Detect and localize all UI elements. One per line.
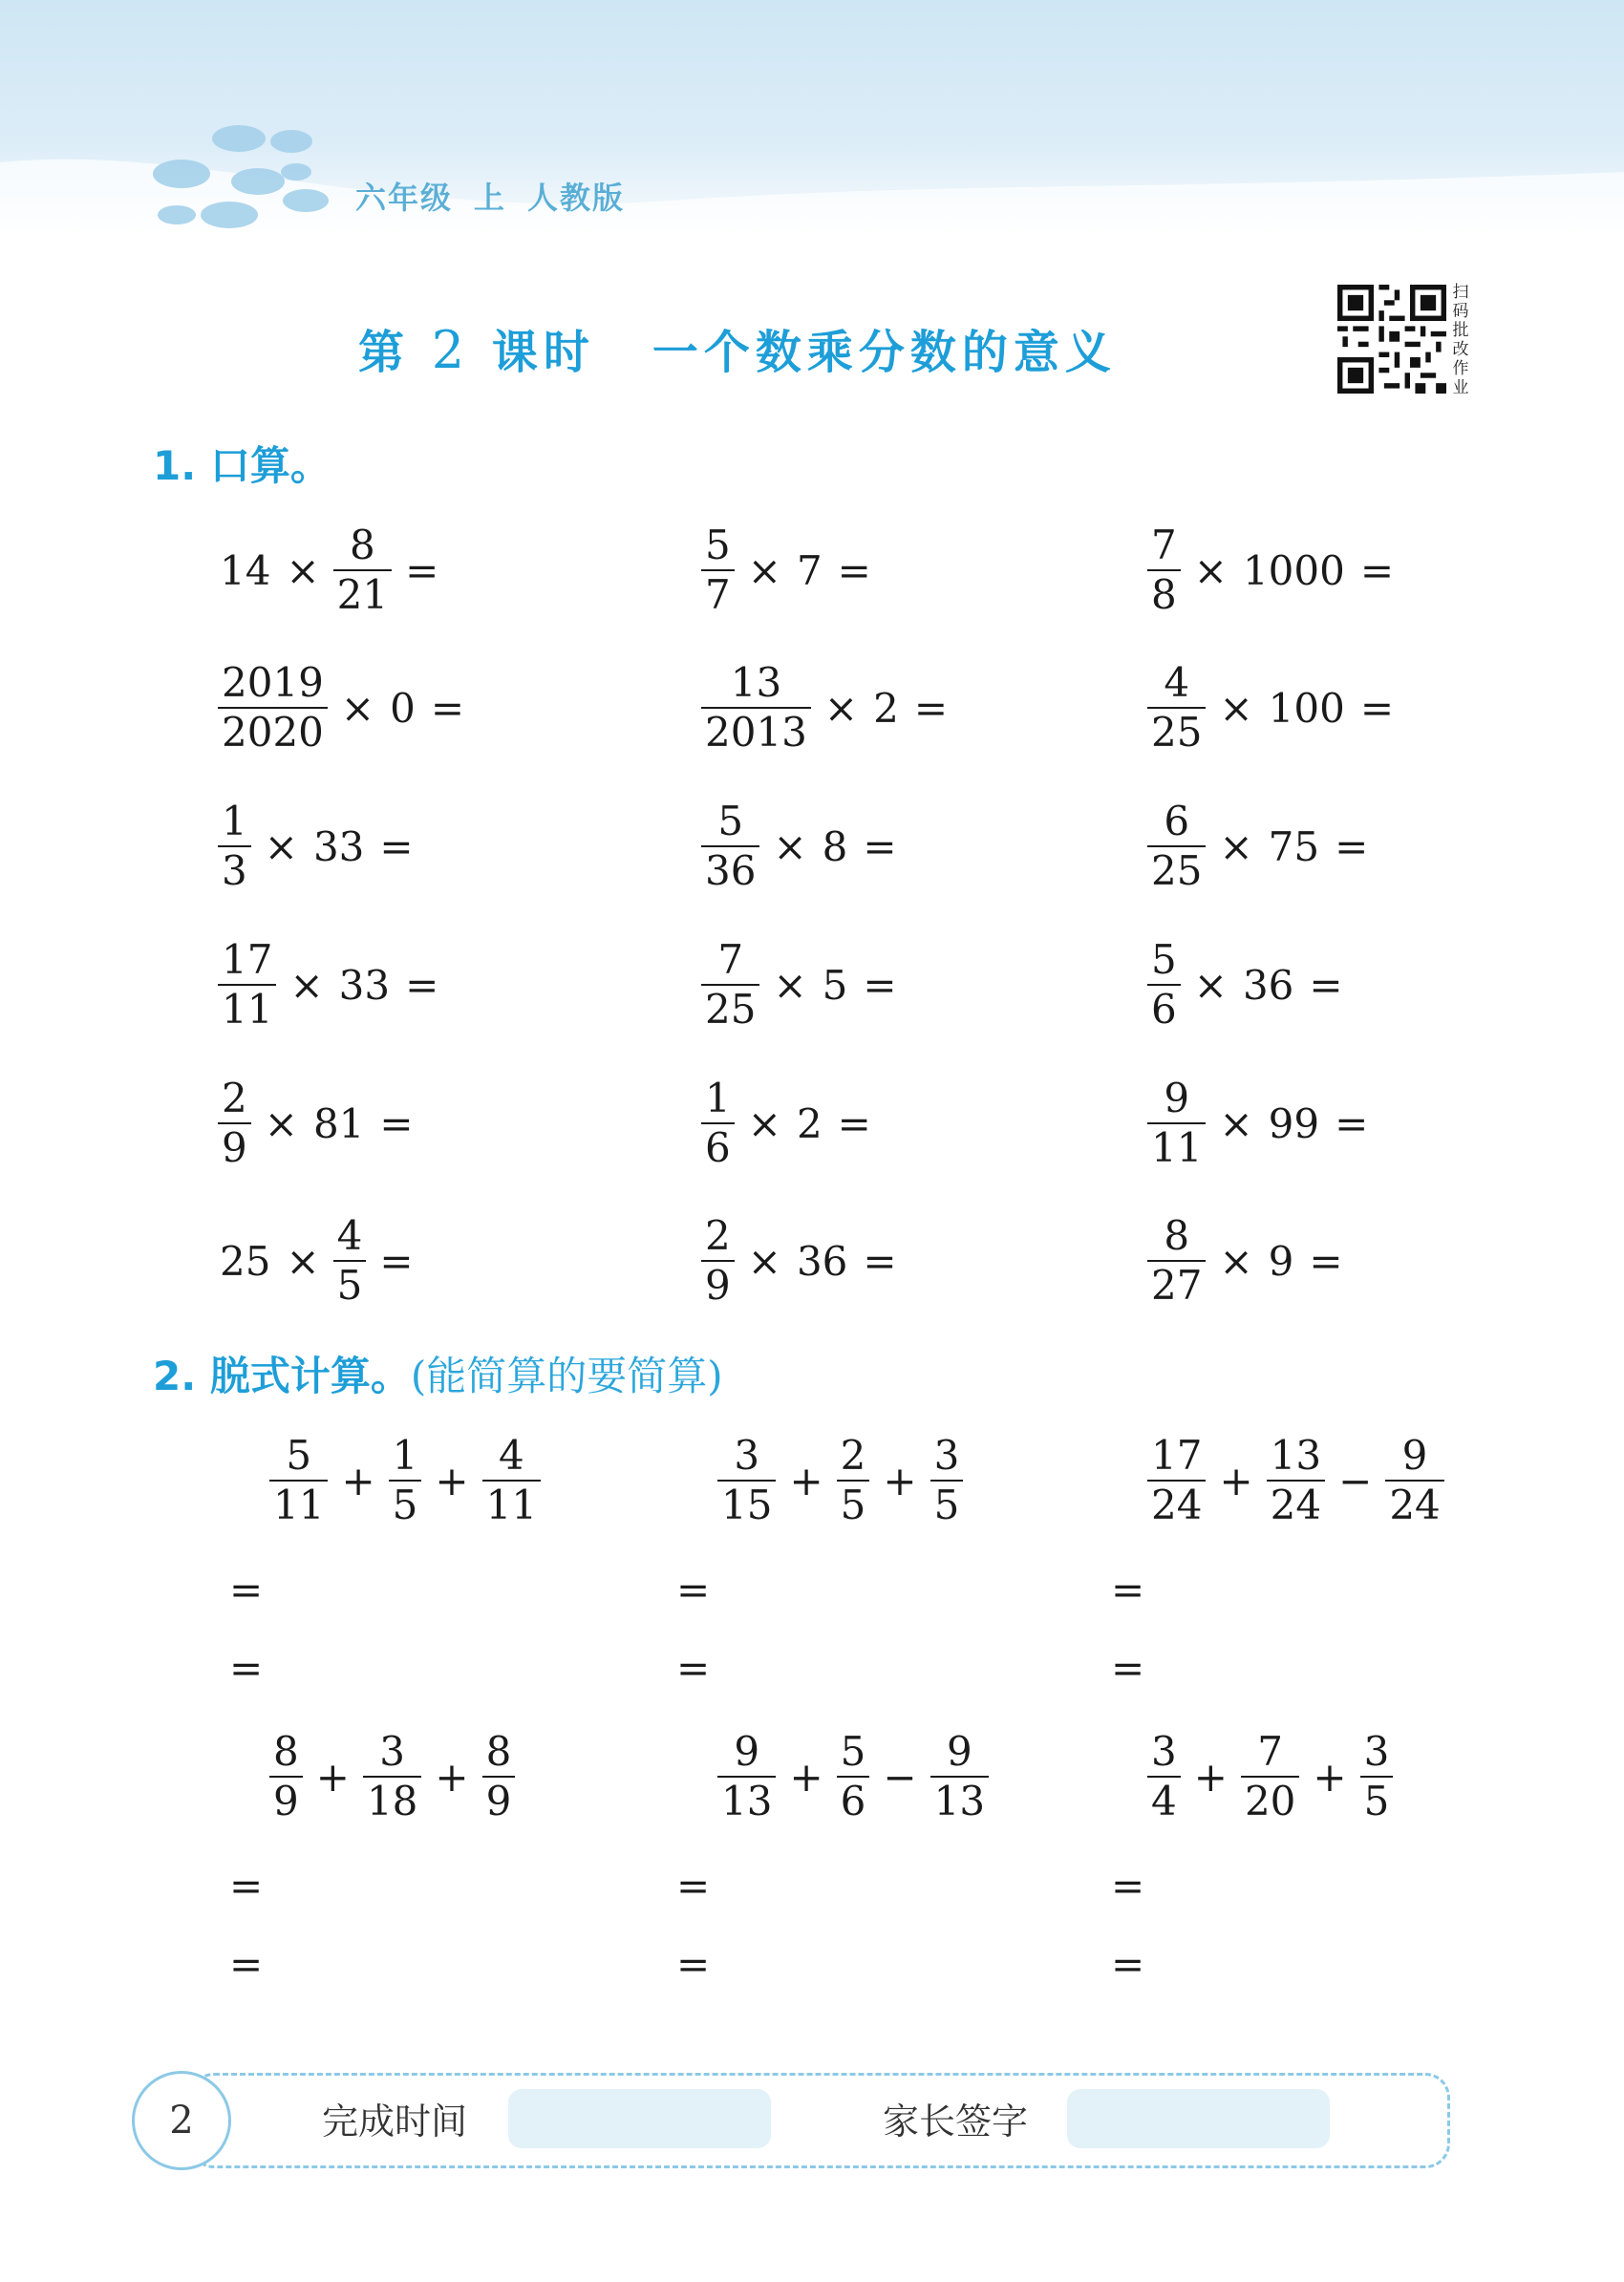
numerator: 17 xyxy=(1151,1432,1203,1479)
expression-term: × xyxy=(1219,1099,1253,1147)
numerator: 3 xyxy=(1363,1728,1390,1775)
denominator: 6 xyxy=(1147,984,1181,1034)
numerator: 7 xyxy=(1151,522,1177,568)
mental-math-problem xyxy=(1142,1213,1351,1309)
expression-term: = xyxy=(405,546,439,594)
expression-term: + xyxy=(435,1753,469,1801)
expression-term: = xyxy=(379,1237,414,1285)
numerator: 4 xyxy=(1164,659,1190,706)
fraction xyxy=(1147,1728,1181,1825)
denominator: 2020 xyxy=(218,707,328,757)
expression-term: = xyxy=(1309,1237,1343,1285)
section-2-number: 2. xyxy=(153,1353,197,1399)
denominator: 25 xyxy=(1147,707,1206,757)
mental-math-problem xyxy=(212,937,446,1033)
numerator: 5 xyxy=(1151,936,1177,983)
answer-step-line[interactable]: = xyxy=(1111,1645,1145,1692)
expression-term: + xyxy=(341,1457,375,1504)
expression-term: = xyxy=(405,961,439,1009)
denominator: 36 xyxy=(701,845,759,895)
fraction xyxy=(1267,1432,1325,1529)
mental-math-problem xyxy=(212,1213,421,1309)
numerator: 7 xyxy=(717,936,744,983)
expression-term: 8 xyxy=(822,822,848,870)
step-calc-problem xyxy=(264,1729,521,1824)
expression-term: 36 xyxy=(1242,961,1294,1009)
numerator: 8 xyxy=(350,522,375,568)
denominator: 18 xyxy=(363,1776,421,1825)
numerator: 3 xyxy=(379,1728,406,1775)
expression-term: = xyxy=(1335,1099,1369,1147)
numerator: 4 xyxy=(336,1212,363,1259)
expression-term: × xyxy=(747,1237,781,1285)
fraction xyxy=(482,1432,541,1529)
fraction xyxy=(837,1728,870,1825)
expression-term: × xyxy=(1219,1237,1253,1285)
denominator: 25 xyxy=(701,984,759,1034)
section-1-heading: 口算。 xyxy=(209,442,331,489)
fraction xyxy=(389,1432,422,1529)
numerator: 3 xyxy=(1151,1728,1177,1775)
numerator: 1 xyxy=(392,1432,418,1479)
expression-term: × xyxy=(747,546,781,594)
denominator: 8 xyxy=(1147,569,1181,619)
step-calc-problem xyxy=(264,1433,546,1528)
expression-term: 75 xyxy=(1268,822,1320,870)
mental-math-problem xyxy=(212,660,472,756)
expression-term: + xyxy=(789,1753,823,1801)
section-2-heading: 脱式计算。 xyxy=(209,1353,411,1399)
numerator: 3 xyxy=(734,1432,760,1479)
denominator: 24 xyxy=(1267,1480,1325,1529)
fraction xyxy=(218,1075,251,1172)
page-title xyxy=(358,315,1275,381)
answer-step-line[interactable]: = xyxy=(676,1645,711,1692)
fraction xyxy=(701,522,735,619)
expression-term: 25 xyxy=(220,1237,271,1285)
section-1-title xyxy=(153,435,331,492)
expression-term: = xyxy=(1359,546,1395,594)
numerator: 2 xyxy=(840,1432,866,1479)
expression-term: = xyxy=(379,822,414,870)
numerator: 8 xyxy=(1164,1212,1190,1259)
fraction xyxy=(1147,1212,1206,1310)
denominator: 25 xyxy=(1147,845,1206,895)
fraction xyxy=(701,936,759,1034)
numerator: 9 xyxy=(734,1728,760,1775)
denominator: 11 xyxy=(1147,1122,1206,1172)
expression-term: × xyxy=(1193,961,1228,1009)
qr-code-icon[interactable] xyxy=(1337,285,1446,394)
denominator: 11 xyxy=(269,1480,328,1529)
answer-step-line[interactable]: = xyxy=(229,1645,264,1692)
lesson-unit: 课时 xyxy=(491,326,595,379)
denominator: 5 xyxy=(333,1260,367,1310)
mental-math-problem xyxy=(695,523,879,618)
expression-term: 9 xyxy=(1268,1237,1294,1285)
qr-caption-char: 码 xyxy=(1452,302,1469,321)
fraction xyxy=(930,1728,989,1825)
denominator: 4 xyxy=(1147,1776,1181,1825)
expression-term: × xyxy=(286,546,320,594)
denominator: 20 xyxy=(1241,1776,1299,1825)
answer-step-line[interactable]: = xyxy=(676,1941,711,1988)
denominator: 5 xyxy=(1360,1776,1394,1825)
denominator: 9 xyxy=(701,1260,735,1310)
numerator: 5 xyxy=(286,1432,312,1479)
term-text: 上 xyxy=(474,180,507,216)
parent-signature-label: 家长签字 xyxy=(883,2101,1029,2143)
qr-caption xyxy=(1450,283,1471,397)
mental-math-problem xyxy=(695,937,905,1033)
numerator: 17 xyxy=(222,936,273,983)
qr-caption-char: 批 xyxy=(1452,321,1469,340)
fraction xyxy=(837,1432,870,1529)
fraction xyxy=(701,1075,735,1172)
expression-term: 5 xyxy=(822,961,848,1009)
mental-math-problem xyxy=(695,660,955,756)
fraction xyxy=(930,1432,964,1529)
numerator: 2 xyxy=(222,1075,247,1121)
expression-term: 36 xyxy=(796,1237,848,1285)
expression-term: 33 xyxy=(312,822,365,870)
fraction xyxy=(1147,1075,1206,1172)
numerator: 7 xyxy=(1257,1728,1284,1775)
mental-math-problem xyxy=(212,523,446,618)
mental-math-problem xyxy=(695,799,905,894)
expression-term: 2 xyxy=(796,1099,823,1147)
mental-math-problem xyxy=(695,1076,879,1171)
expression-term: 100 xyxy=(1268,684,1345,732)
expression-term: + xyxy=(435,1457,469,1504)
expression-term: × xyxy=(264,1099,298,1147)
expression-term: = xyxy=(1309,961,1343,1009)
completion-time-field[interactable] xyxy=(508,2089,771,2148)
denominator: 5 xyxy=(930,1480,964,1529)
fraction xyxy=(1385,1432,1443,1529)
denominator: 24 xyxy=(1385,1480,1443,1529)
numerator: 3 xyxy=(933,1432,960,1479)
section-2-title xyxy=(153,1345,723,1402)
expression-term: = xyxy=(379,1099,414,1147)
fraction xyxy=(1147,522,1181,619)
expression-term: = xyxy=(837,1099,871,1147)
grade-edition-label xyxy=(355,174,646,218)
numerator: 8 xyxy=(485,1728,512,1775)
answer-step-line[interactable]: = xyxy=(676,1863,711,1909)
answer-step-line[interactable]: = xyxy=(1111,1567,1145,1613)
qr-caption-char: 作 xyxy=(1452,359,1469,378)
expression-term: 7 xyxy=(796,546,823,594)
mental-math-problem xyxy=(1142,523,1401,618)
parent-signature-field[interactable] xyxy=(1067,2089,1330,2148)
expression-term: 33 xyxy=(338,961,391,1009)
fraction xyxy=(218,798,251,895)
denominator: 24 xyxy=(1147,1480,1206,1529)
numerator: 8 xyxy=(273,1728,299,1775)
fraction xyxy=(717,1728,776,1825)
expression-term: = xyxy=(863,961,897,1009)
qr-caption-char: 改 xyxy=(1452,340,1469,359)
denominator: 7 xyxy=(701,569,735,619)
expression-term: = xyxy=(913,684,949,732)
fraction xyxy=(482,1728,516,1825)
expression-term: × xyxy=(747,1099,781,1147)
expression-term: × xyxy=(1193,546,1228,594)
denominator: 13 xyxy=(930,1776,989,1825)
fraction xyxy=(701,659,811,757)
denominator: 15 xyxy=(717,1480,776,1529)
grade-text: 六年级 xyxy=(355,180,454,216)
expression-term: × xyxy=(1219,684,1253,732)
denominator: 13 xyxy=(717,1776,776,1825)
numerator: 9 xyxy=(1164,1075,1190,1121)
lesson-label: 第 xyxy=(358,326,411,379)
expression-term: 0 xyxy=(390,684,416,732)
expression-term: = xyxy=(430,684,465,732)
expression-term: 2 xyxy=(873,684,899,732)
expression-term: + xyxy=(315,1753,350,1801)
fraction xyxy=(269,1432,328,1529)
denominator: 27 xyxy=(1147,1260,1206,1310)
expression-term: × xyxy=(773,961,807,1009)
expression-term: = xyxy=(863,1237,897,1285)
fraction xyxy=(1241,1728,1299,1825)
fraction xyxy=(333,522,392,619)
expression-term: − xyxy=(883,1753,917,1801)
answer-step-line[interactable]: = xyxy=(1111,1941,1145,1988)
expression-term: + xyxy=(1193,1753,1228,1801)
expression-term: = xyxy=(1335,822,1369,870)
expression-term: + xyxy=(789,1457,823,1504)
numerator: 6 xyxy=(1164,798,1190,844)
numerator: 9 xyxy=(946,1728,972,1775)
page-number: 2 xyxy=(132,2071,231,2170)
mental-math-problem xyxy=(695,1213,905,1309)
answer-step-line[interactable]: = xyxy=(229,1863,264,1909)
denominator: 6 xyxy=(701,1122,735,1172)
expression-term: × xyxy=(289,961,324,1009)
mental-math-problem xyxy=(1142,660,1401,756)
step-calc-problem xyxy=(712,1729,994,1824)
expression-term: + xyxy=(883,1457,917,1504)
section-2-instruction: (能简算的要简算) xyxy=(410,1353,723,1399)
numerator: 9 xyxy=(1401,1432,1428,1479)
answer-step-line[interactable]: = xyxy=(229,1567,264,1613)
fraction xyxy=(1147,1432,1206,1529)
mental-math-problem xyxy=(1142,799,1376,894)
expression-term: − xyxy=(1338,1457,1373,1504)
denominator: 5 xyxy=(837,1480,870,1529)
edition-text: 人教版 xyxy=(527,180,626,216)
answer-step-line[interactable]: = xyxy=(229,1941,264,1988)
numerator: 1 xyxy=(705,1075,731,1121)
header-band xyxy=(0,0,1624,239)
numerator: 2 xyxy=(705,1212,731,1259)
fraction xyxy=(363,1728,421,1825)
expression-term: = xyxy=(863,822,897,870)
expression-term: + xyxy=(1219,1457,1253,1504)
denominator: 6 xyxy=(837,1776,870,1825)
denominator: 2013 xyxy=(701,707,811,757)
section-1-number: 1. xyxy=(153,442,197,489)
fraction xyxy=(269,1728,303,1825)
denominator: 9 xyxy=(482,1776,516,1825)
denominator: 9 xyxy=(269,1776,303,1825)
answer-step-line[interactable]: = xyxy=(1111,1863,1145,1909)
mental-math-problem xyxy=(1142,1076,1376,1171)
denominator: 9 xyxy=(218,1122,251,1172)
denominator: 11 xyxy=(482,1480,541,1529)
numerator: 5 xyxy=(840,1728,866,1775)
numerator: 13 xyxy=(1270,1432,1322,1479)
fraction xyxy=(1147,659,1206,757)
fraction xyxy=(701,1212,735,1310)
denominator: 11 xyxy=(218,984,276,1034)
fraction xyxy=(333,1212,367,1310)
completion-time-label: 完成时间 xyxy=(322,2101,468,2143)
fraction xyxy=(1147,936,1181,1034)
qr-caption-char: 业 xyxy=(1452,378,1469,397)
denominator: 5 xyxy=(389,1480,422,1529)
fraction xyxy=(1360,1728,1394,1825)
numerator: 1 xyxy=(222,798,247,844)
expression-term: 99 xyxy=(1268,1099,1320,1147)
mental-math-problem xyxy=(212,799,421,894)
lesson-number: 2 xyxy=(431,320,471,380)
mental-math-problem xyxy=(212,1076,421,1171)
expression-term: 14 xyxy=(220,546,271,594)
expression-term: × xyxy=(1219,822,1253,870)
cloud-decoration-icon xyxy=(0,0,1624,239)
numerator: 5 xyxy=(717,798,744,844)
expression-term: × xyxy=(286,1237,320,1285)
fraction xyxy=(218,936,276,1034)
numerator: 13 xyxy=(730,659,782,706)
numerator: 2019 xyxy=(222,659,324,706)
expression-term: 81 xyxy=(312,1099,365,1147)
numerator: 4 xyxy=(498,1432,524,1479)
fraction xyxy=(1147,798,1206,895)
expression-term: 1000 xyxy=(1242,546,1345,594)
step-calc-problem xyxy=(712,1433,969,1528)
fraction xyxy=(218,659,328,757)
answer-step-line[interactable]: = xyxy=(676,1567,711,1613)
denominator: 3 xyxy=(218,845,251,895)
expression-term: × xyxy=(823,684,859,732)
fraction xyxy=(717,1432,776,1529)
step-calc-problem xyxy=(1142,1729,1399,1824)
qr-caption-char: 扫 xyxy=(1452,283,1469,302)
expression-term: × xyxy=(773,822,807,870)
expression-term: + xyxy=(1313,1753,1347,1801)
expression-term: = xyxy=(837,546,871,594)
denominator: 21 xyxy=(333,569,392,619)
lesson-topic: 一个数乘分数的意义 xyxy=(652,326,1117,379)
fraction xyxy=(701,798,759,895)
expression-term: × xyxy=(264,822,298,870)
numerator: 5 xyxy=(705,522,731,568)
mental-math-problem xyxy=(1142,937,1351,1033)
expression-term: = xyxy=(1359,684,1395,732)
expression-term: × xyxy=(340,684,375,732)
step-calc-problem xyxy=(1142,1433,1450,1528)
